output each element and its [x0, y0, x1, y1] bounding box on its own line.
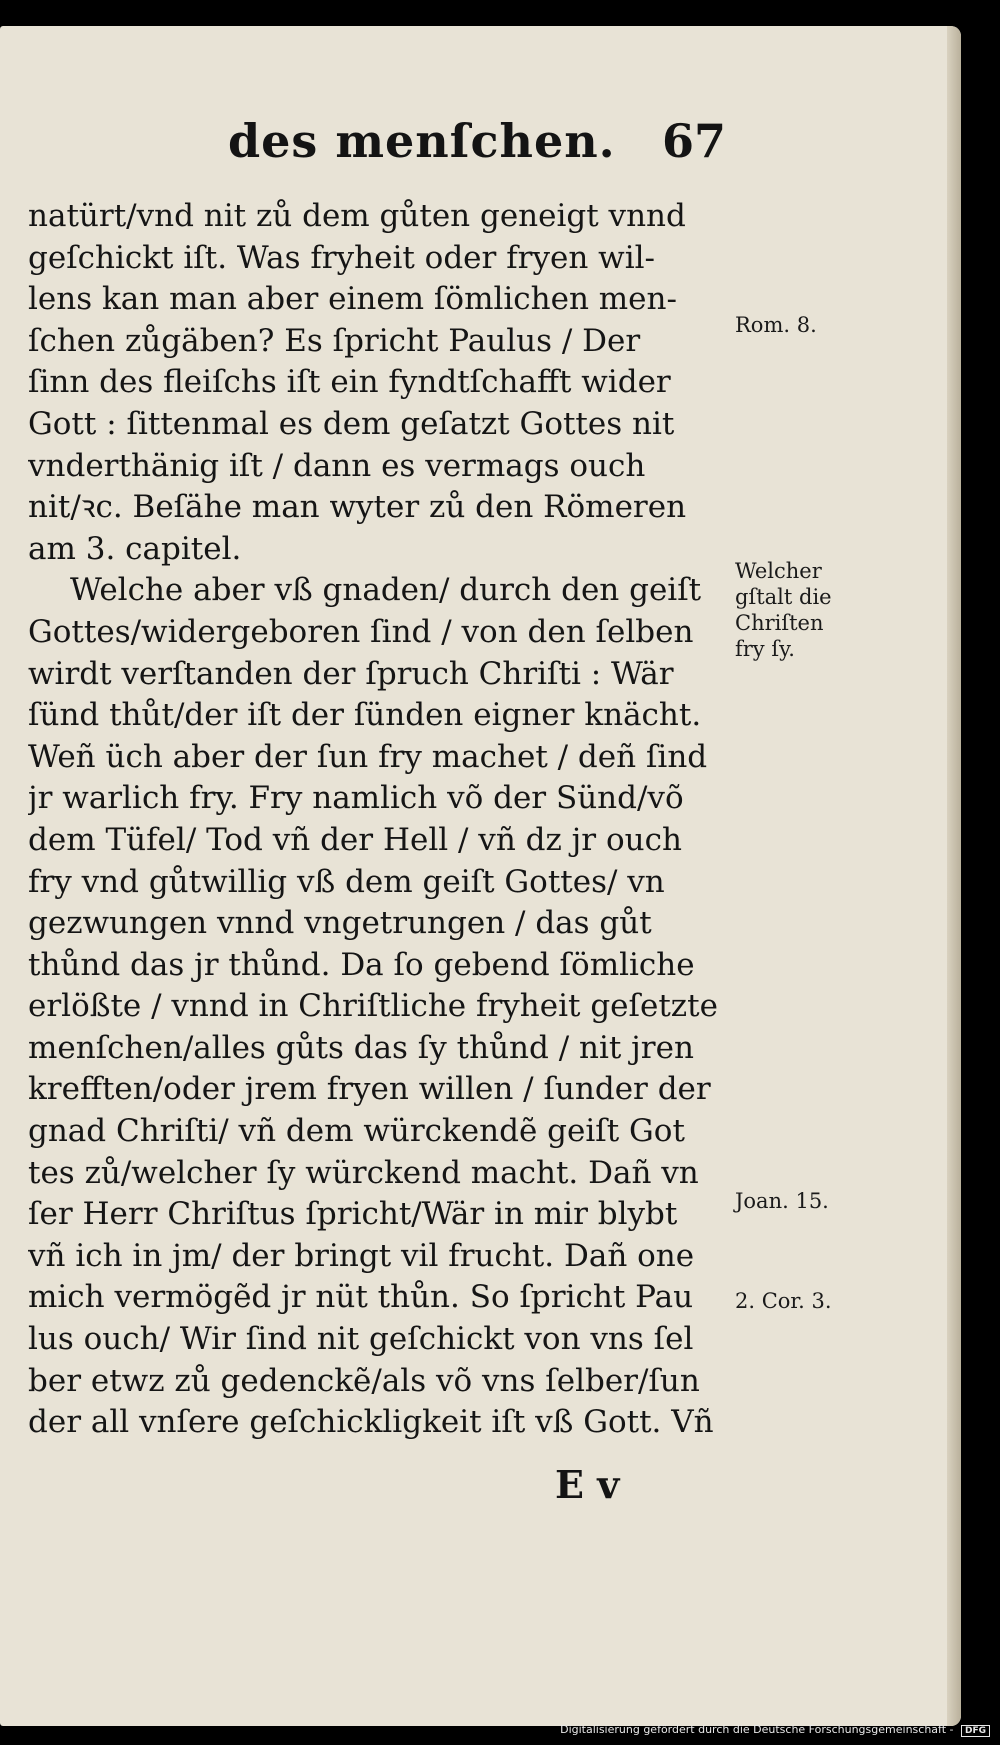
text-line: Gott : ſittenmal es dem geſatzt Gottes nit — [28, 405, 675, 442]
text-line: am 3. capitel. — [28, 530, 242, 567]
book-page — [0, 26, 961, 1726]
text-line: jr warlich fry. Fry namlich võ der Sünd/võ — [28, 780, 684, 817]
text-line: dem Tüfel/ Tod vñ der Hell / vñ dz jr ouch — [28, 821, 682, 858]
text-line: gezwungen vnnd vngetrungen / das gůt — [28, 905, 652, 942]
text-line: ſünd thůt/der iſt der ſünden eigner knächt. — [28, 697, 702, 734]
margin-note-welcher: Welcher — [735, 559, 822, 583]
digitization-footer — [560, 1723, 990, 1737]
text-line: vñ ich in jm/ der bringt vil frucht. Dañ one — [28, 1237, 695, 1274]
text-line: der all vnſere geſchickligkeit iſt vß Gott. Vñ — [28, 1404, 714, 1441]
text-line: ber etwz zů gedenckẽ/als võ vns ſelber/ſun — [28, 1362, 700, 1399]
text-line: erlößte / vnnd in Chriſtliche fryheit geſetzte — [28, 988, 718, 1025]
text-line: vnderthänig iſt / dann es vermags ouch — [28, 447, 646, 484]
margin-note-joan: Joan. 15. — [735, 1189, 829, 1213]
text-line: krefften/oder jrem fryen willen / ſunder der — [28, 1071, 711, 1108]
running-head — [0, 114, 961, 174]
text-line: lus ouch/ Wir ſind nit geſchickt von vns ſel — [28, 1321, 694, 1358]
margin-note-gstalt: gſtalt die — [735, 585, 832, 609]
text-line: mich vermögẽd jr nüt thůn. So ſpricht Pau — [28, 1279, 694, 1316]
text-line: thůnd das jr thůnd. Da ſo gebend ſömliche — [28, 946, 695, 983]
text-line: ſchen zůgäben? Es ſpricht Paulus / Der — [28, 322, 641, 359]
footer-text: Digitalisierung gefördert durch die Deutsche Forschungsgemeinschaft - — [560, 1723, 954, 1736]
text-line: nit/ꝛc. Beſähe man wyter zů den Römeren — [28, 489, 687, 526]
margin-note-fry: fry ſy. — [735, 637, 795, 661]
text-line: wirdt verſtanden der ſpruch Chriſti : Wär — [28, 655, 674, 692]
dfg-logo: DFG — [961, 1725, 990, 1737]
text-line: fry vnd gůtwillig vß dem geiſt Gottes/ vn — [28, 863, 665, 900]
running-head-title: des menſchen. — [228, 114, 616, 168]
text-line: tes zů/welcher ſy würckend macht. Dañ vn — [28, 1154, 699, 1191]
text-line: ſinn des fleiſchs iſt ein fyndtſchafft wider — [28, 364, 671, 401]
paragraph-start-line: Welche aber vß gnaden/ durch den geiſt — [70, 572, 702, 609]
text-line: natürt/vnd nit zů dem gůten geneigt vnnd — [28, 198, 686, 234]
text-line: menſchen/alles gůts das ſy thůnd / nit jren — [28, 1029, 694, 1066]
text-line: gnad Chriſti/ vñ dem würckendẽ geiſt Got — [28, 1113, 685, 1150]
page-edge — [947, 26, 961, 1726]
text-line: ſer Herr Chriſtus ſpricht/Wär in mir blybt — [28, 1196, 678, 1233]
signature-mark: E v — [555, 1462, 620, 1507]
page-number: 67 — [662, 114, 727, 168]
margin-note-cor: 2. Cor. 3. — [735, 1289, 832, 1313]
text-line: geſchickt iſt. Was fryheit oder fryen wil- — [28, 239, 656, 276]
body-text — [28, 196, 734, 1444]
text-line: Gottes/widergeboren ſind / von den ſelben — [28, 613, 694, 650]
margin-note-christen: Chriſten — [735, 611, 824, 635]
margin-note-rom: Rom. 8. — [735, 313, 817, 337]
text-line: Weñ üch aber der ſun fry machet / deñ ſind — [28, 738, 708, 775]
text-line: lens kan man aber einem ſömlichen men- — [28, 281, 677, 318]
